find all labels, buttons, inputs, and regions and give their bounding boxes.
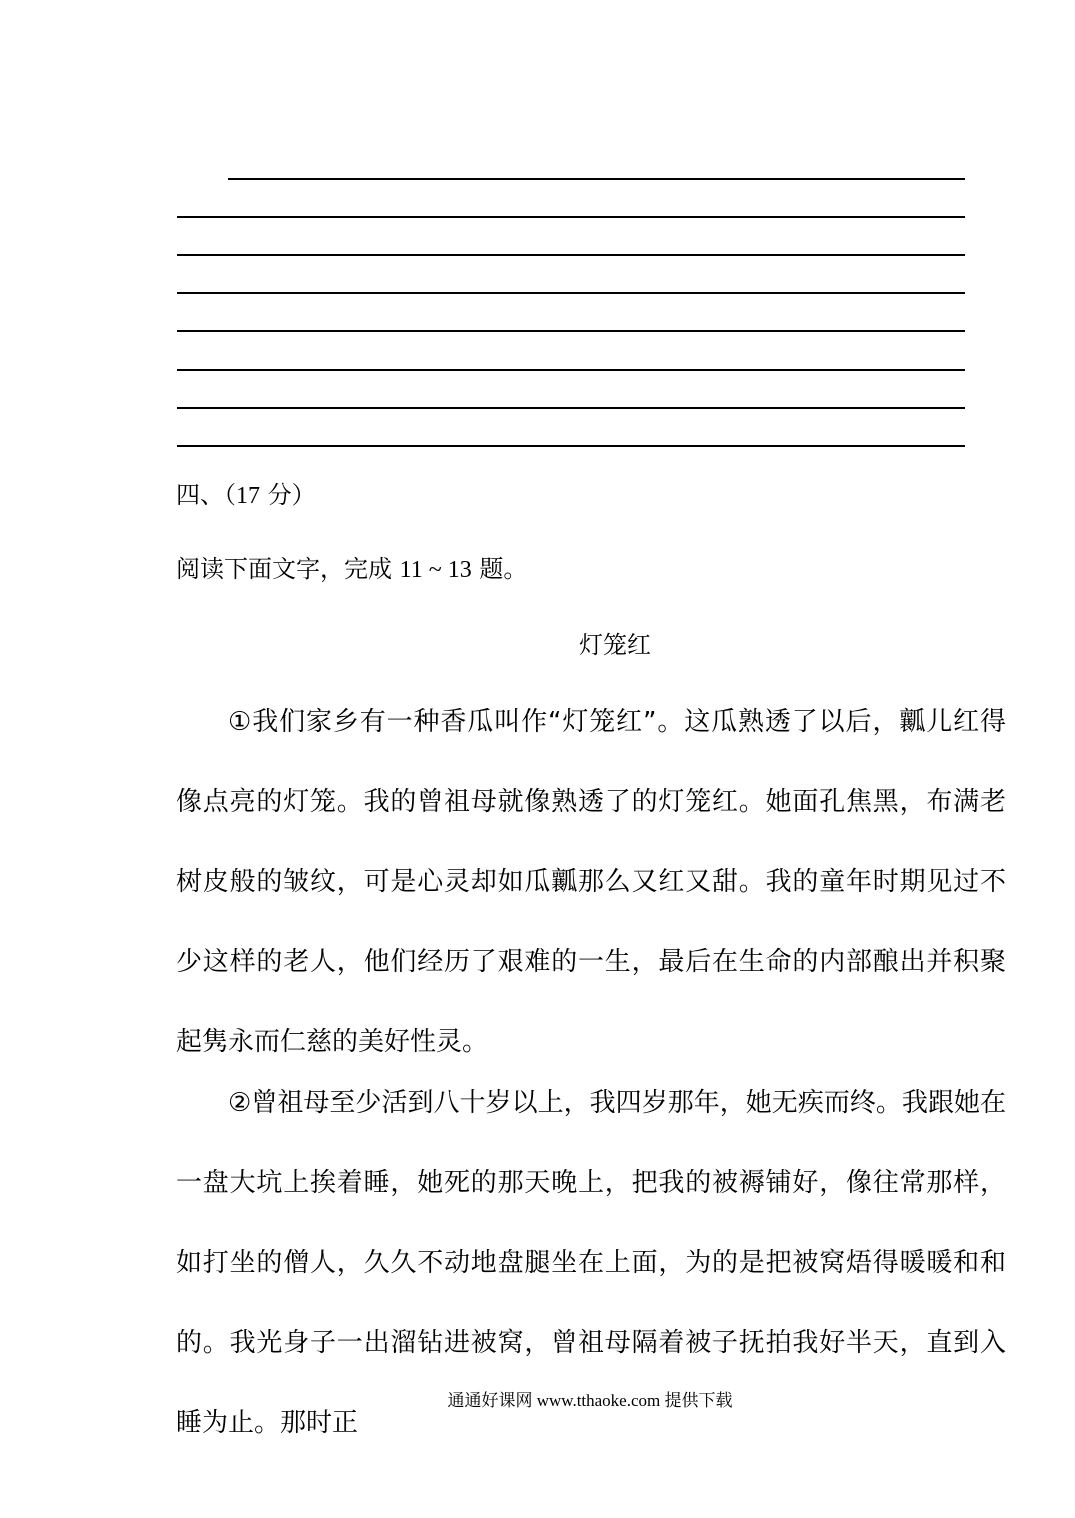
instruction-suffix: 题。	[471, 555, 528, 583]
answer-line	[177, 407, 965, 409]
instruction-prefix: 阅读下面文字，完成	[176, 555, 400, 583]
article-paragraph-1: ①我们家乡有一种香瓜叫作“灯笼红”。这瓜熟透了以后，瓤儿红得像点亮的灯笼。我的曾祖母就像熟透了的灯笼红。她面孔焦黑，布满老树皮般的皱纹，可是心灵却如瓜瓤那么又红又甜。我的童年时期见过不少这样的老人，他们经历了艰难的一生，最后在生命的内部酿出并积聚起隽永而仁慈的美好性灵。	[176, 707, 1006, 1057]
section-points: 17	[236, 483, 260, 509]
section-heading-prefix: 四、（	[176, 481, 236, 509]
answer-line	[177, 445, 965, 447]
answer-line	[177, 254, 965, 256]
reading-instruction	[176, 552, 527, 587]
article-title: 灯笼红	[579, 631, 651, 659]
article-paragraph-2: ②曾祖母至少活到八十岁以上，我四岁那年，她无疾而终。我跟她在一盘大坑上挨着睡，她死的那天晚上，把我的被褥铺好，像往常那样，如打坐的僧人，久久不动地盘腿坐在上面，为的是把被窝焐得暖暖和和的。我光身子一出溜钻进被窝，曾祖母隔着被子抚拍我好半天，直到入睡为止。那时正	[176, 1088, 1006, 1438]
answer-line	[177, 216, 965, 218]
question-range: 11 ~ 13	[399, 557, 472, 583]
page-footer: 通通好课网 www.tthaoke.com 提供下载	[447, 1391, 733, 1410]
answer-line	[228, 178, 965, 180]
answer-line	[177, 292, 965, 294]
answer-line	[177, 330, 965, 332]
section-heading-suffix: 分）	[260, 481, 316, 509]
answer-line	[177, 369, 965, 371]
section-heading	[176, 478, 316, 513]
